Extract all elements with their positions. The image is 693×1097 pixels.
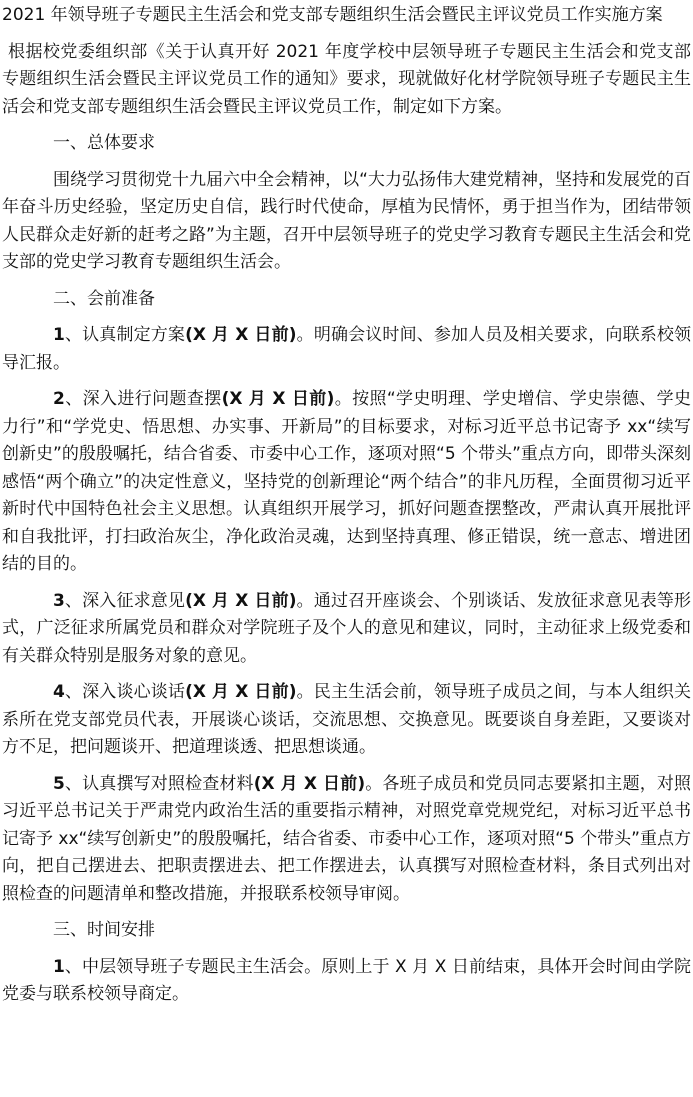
item-date: (X 月 X 日前) [253,773,366,794]
item-number: 1 [53,956,65,977]
section-heading-general: 一、总体要求 [53,133,155,153]
item-date: (X 月 X 日前) [221,389,335,409]
item-date: (X 月 X 日前) [185,682,297,702]
document-title: 2021 年领导班子专题民主生活会和党支部专题组织生活会暨民主评议党员工作实施方案 [2,5,663,25]
item-date: (X 月 X 日前) [185,325,297,345]
section-heading-preparation: 二、会前准备 [53,288,155,309]
item-lead: 、中层领导班子专题民主生活会。原则上于 X 月 X 日前结束，具体开会时间由学院党委与联系校领导商定。 [2,956,691,1004]
section-heading-schedule: 三、时间安排 [53,920,155,940]
intro-paragraph: 根据校党委组织部《关于认真开好 2021 年度学校中层领导班子专题民主生活会和党支部专题组织生活会暨民主评议党员工作的通知》要求，现就做好化材学院领导班子专题民主生活会和党支部专题组织生活会暨民主评议党员工作，制定如下方案。 [2,41,691,117]
item-date: (X 月 X 日前) [185,590,297,611]
item-number: 2 [53,389,65,409]
item-lead: 、认真撰写对照检查材料 [64,773,254,794]
item-lead: 、深入征求意见 [64,590,186,611]
item-lead: 、深入谈心谈话 [64,682,186,702]
item-lead: 、深入进行问题查摆 [64,389,222,409]
item-text: 。明确会议时间、参加人员及相关要求，向联系校领导汇报。 [2,325,692,373]
item-number: 3 [53,590,65,611]
item-text: 。通过召开座谈会、个别谈话、发放征求意见表等形式，广泛征求所属党员和群众对学院班子及个人的意见和建议，同时，主动征求上级党委和有关群众特别是服务对象的意见。 [2,590,692,666]
item-number: 4 [53,682,65,702]
list-item [2,386,691,579]
item-number: 1 [53,325,65,345]
list-item [2,588,691,671]
list-item [2,771,691,909]
list-item [2,954,691,1009]
item-text: 。各班子成员和党员同志要紧扣主题，对照习近平总书记关于严肃党内政治生活的重要指示精神，对照党章党规党纪，对标习近平总书记寄予 xx“续写创新史”的殷殷嘱托，结合省委、市委中心工作，逐项对照“5 个带头”重点方向，把自己摆进去、把职责摆进去、把工作摆进去，认真撰写对照检查材料，条目式列出对照检查的问题清单和整改措施，并报联系校领导审阅。 [2,773,692,904]
item-number: 5 [53,773,65,794]
list-item [2,322,691,377]
section-body-general: 围绕学习贯彻党十九届六中全会精神，以“大力弘扬伟大建党精神，坚持和发展党的百年奋斗历史经验，坚定历史自信，践行时代使命，厚植为民情怀，勇于担当作为，团结带领人民群众走好新的赶考之路”为主题，召开中层领导班子的党史学习教育专题民主生活会和党支部的党史学习教育专题组织生活会。 [2,169,691,272]
list-item [2,679,691,762]
item-lead: 、认真制定方案 [64,325,186,345]
item-text: 。民主生活会前，领导班子成员之间，与本人组织关系所在党支部党员代表，开展谈心谈话，交流思想、交换意见。既要谈自身差距，又要谈对方不足，把问题谈开、把道理谈透、把思想谈通。 [2,682,692,757]
item-text: 。按照“学史明理、学史增信、学史崇德、学史力行”和“学党史、悟思想、办实事、开新局”的目标要求，对标习近平总书记寄予 xx“续写创新史”的殷殷嘱托，结合省委、市委中心工作，逐项对照“5 个带头”重点方向，即带头深刻感悟“两个确立”的决定性意义，坚持党的创新理论“两个结合”的非凡历程，全面贯彻习近平新时代中国特色社会主义思想。认真组织开展学习，抓好问题查摆整改，严肃认真开展批评和自我批评，打扫政治灰尘，净化政治灵魂，达到坚持真理、修正错误，统一意志、增进团结的目的。 [2,389,692,574]
